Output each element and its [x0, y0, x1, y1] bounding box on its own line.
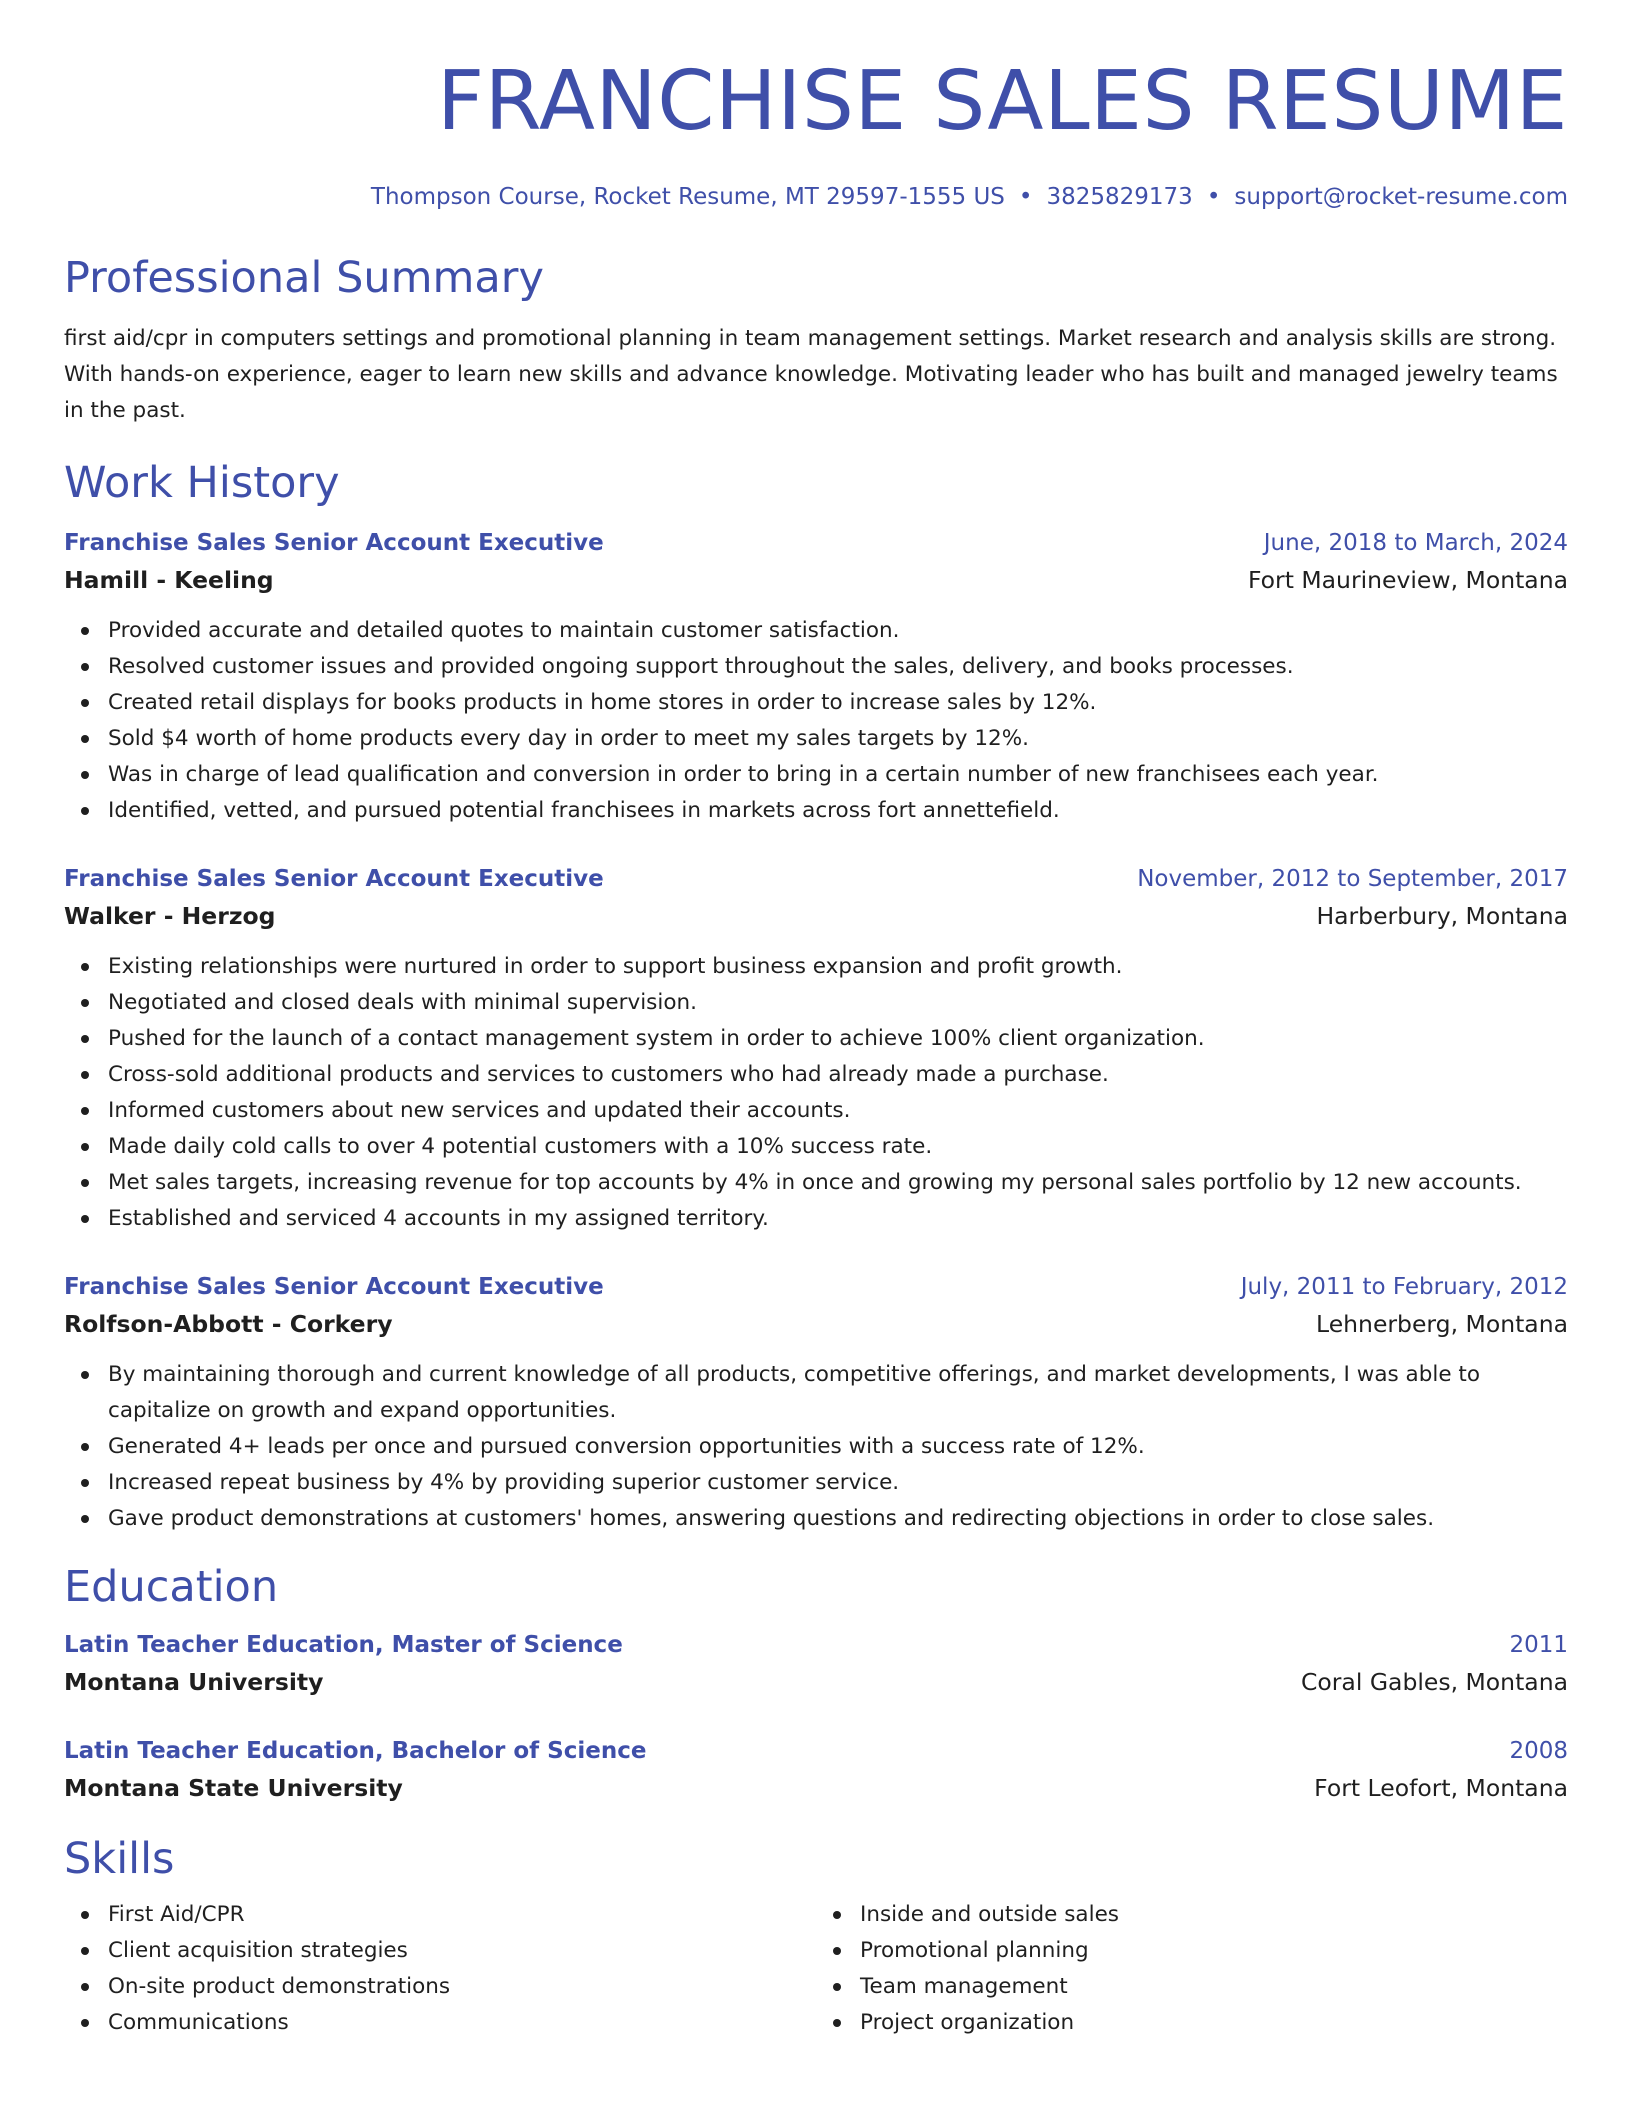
job-bullet: Identified, vetted, and pursued potential franchisees in markets across fort annettefield.: [108, 793, 1568, 829]
job-bullet: Was in charge of lead qualification and conversion in order to bring in a certain number of new franchisees each year.: [108, 757, 1568, 793]
job-bullet: Generated 4+ leads per once and pursued conversion opportunities with a success rate of 12%.: [108, 1429, 1568, 1465]
contact-address: Thompson Course, Rocket Resume, MT 29597-1555 US: [370, 184, 1005, 210]
education-location: Coral Gables, Montana: [1300, 1668, 1568, 1696]
education-entry: [64, 1627, 1568, 1701]
job-bullet: Gave product demonstrations at customers' homes, answering questions and redirecting objections in order to close sales.: [108, 1501, 1568, 1537]
skill-item: Promotional planning: [860, 1933, 1568, 1969]
job-location: Fort Maurineview, Montana: [1247, 566, 1568, 594]
job-title: Franchise Sales Senior Account Executive: [64, 1274, 604, 1300]
job-bullet: Met sales targets, increasing revenue for top accounts by 4% in once and growing my personal sales portfolio by 12 new accounts.: [108, 1165, 1568, 1201]
education-year: 2011: [1509, 1632, 1568, 1658]
job-bullet: Increased repeat business by 4% by providing superior customer service.: [108, 1465, 1568, 1501]
skill-item: Client acquisition strategies: [108, 1933, 816, 1969]
job-bullet: Existing relationships were nurtured in order to support business expansion and profit growth.: [108, 949, 1568, 985]
skills-section: [64, 1833, 1568, 2041]
job-entry: [64, 1269, 1568, 1537]
education-entry: [64, 1733, 1568, 1807]
skills-columns: [64, 1897, 1568, 2041]
job-bullet: Sold $4 worth of home products every day in order to meet my sales targets by 12%.: [108, 721, 1568, 757]
job-company: Rolfson-Abbott - Corkery: [64, 1310, 393, 1338]
summary-heading: Professional Summary: [64, 253, 544, 303]
job-bullet: Negotiated and closed deals with minimal supervision.: [108, 985, 1568, 1021]
job-bullets: [64, 1357, 1568, 1537]
job-entry: [64, 861, 1568, 1237]
job-dates: June, 2018 to March, 2024: [1263, 530, 1568, 556]
education-school: Montana State University: [64, 1774, 403, 1802]
skill-item: Team management: [860, 1969, 1568, 2005]
job-company: Walker - Herzog: [64, 902, 276, 930]
job-company: Hamill - Keeling: [64, 566, 274, 594]
education-degree: Latin Teacher Education, Master of Science: [64, 1632, 623, 1658]
work-history-heading: Work History: [64, 458, 340, 508]
skill-item: Project organization: [860, 2005, 1568, 2041]
education-section: [64, 1561, 1568, 1807]
job-bullets: [64, 613, 1568, 829]
contact-line: [64, 180, 1568, 214]
job-bullet: Informed customers about new services and updated their accounts.: [108, 1093, 1568, 1129]
job-bullet: By maintaining thorough and current knowledge of all products, competitive offerings, and market developments, I was able to capitalize on growth and expand opportunities.: [108, 1357, 1568, 1429]
job-dates: July, 2011 to February, 2012: [1240, 1274, 1568, 1300]
job-location: Harberbury, Montana: [1316, 902, 1568, 930]
contact-phone: 3825829173: [1046, 184, 1193, 210]
job-bullets: [64, 949, 1568, 1237]
skill-item: First Aid/CPR: [108, 1897, 816, 1933]
job-bullet: Provided accurate and detailed quotes to maintain customer satisfaction.: [108, 613, 1568, 649]
education-heading: Education: [64, 1562, 279, 1612]
summary-text: first aid/cpr in computers settings and promotional planning in team management settings. Market research and analysis skills are strong. With hands-on experience, eager to learn new skills and advance knowledge. Motivating leader who has built and managed jewelry teams in the past.: [64, 326, 1558, 423]
skill-item: On-site product demonstrations: [108, 1969, 816, 2005]
work-history-section: [64, 457, 1568, 1537]
job-location: Lehnerberg, Montana: [1316, 1310, 1568, 1338]
education-degree: Latin Teacher Education, Bachelor of Science: [64, 1738, 647, 1764]
job-bullet: Pushed for the launch of a contact management system in order to achieve 100% client organization.: [108, 1021, 1568, 1057]
skills-left-column: [64, 1897, 816, 2041]
resume-title: FRANCHISE SALES RESUME: [437, 54, 1568, 149]
skills-heading: Skills: [64, 1834, 175, 1884]
job-title: Franchise Sales Senior Account Executive: [64, 866, 604, 892]
contact-email[interactable]: support@rocket-resume.com: [1234, 184, 1568, 210]
education-year: 2008: [1509, 1738, 1568, 1764]
job-bullet: Cross-sold additional products and services to customers who had already made a purchase.: [108, 1057, 1568, 1093]
job-entry: [64, 525, 1568, 829]
job-dates: November, 2012 to September, 2017: [1137, 866, 1568, 892]
job-bullet: Established and serviced 4 accounts in my assigned territory.: [108, 1201, 1568, 1237]
job-bullet: Made daily cold calls to over 4 potential customers with a 10% success rate.: [108, 1129, 1568, 1165]
skills-right-column: [816, 1897, 1568, 2041]
skill-item: Communications: [108, 2005, 816, 2041]
contact-separator: •: [1018, 184, 1033, 210]
job-bullet: Created retail displays for books products in home stores in order to increase sales by 12%.: [108, 685, 1568, 721]
job-bullet: Resolved customer issues and provided ongoing support throughout the sales, delivery, and books processes.: [108, 649, 1568, 685]
job-title: Franchise Sales Senior Account Executive: [64, 530, 604, 556]
contact-separator: •: [1206, 184, 1221, 210]
education-location: Fort Leofort, Montana: [1314, 1774, 1568, 1802]
education-school: Montana University: [64, 1668, 324, 1696]
summary-section: [64, 252, 1568, 429]
resume-header: [64, 54, 1568, 214]
skill-item: Inside and outside sales: [860, 1897, 1568, 1933]
